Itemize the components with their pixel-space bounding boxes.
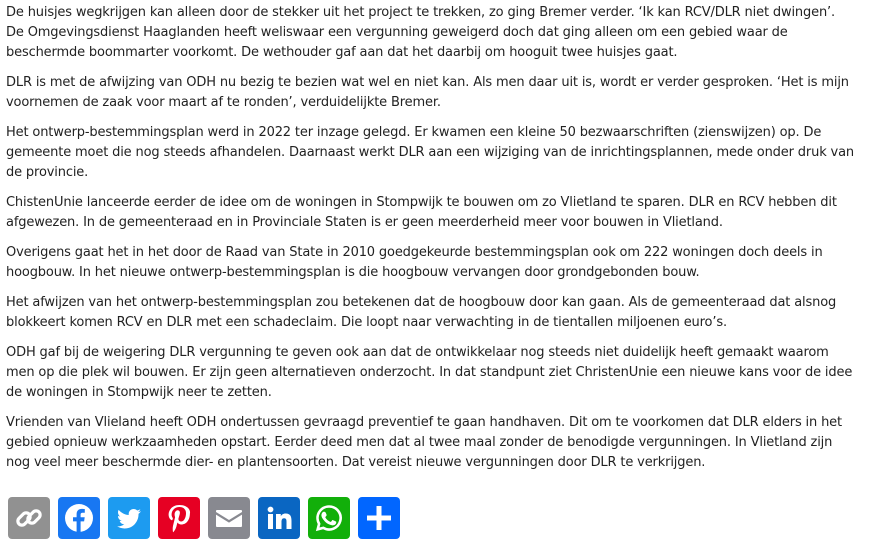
article-paragraph: ODH gaf bij de weigering DLR vergunning te geven ook aan dat de ontwikkelaar nog steeds niet duidelijk heeft gemaakt waarom men op die plek wil bouwen. Er zijn geen alternatieven onderzocht. In dat standpunt ziet ChristenUnie een nieuwe kans voor de idee de woningen in Stompwijk neer te zetten. (6, 345, 853, 400)
article-paragraph: De huisjes wegkrijgen kan alleen door de stekker uit het project te trekken, zo ging Bremer verder. ‘Ik kan RCV/DLR niet dwingen’. De Omgevingsdienst Haaglanden heeft weliswaar een vergunning geweigerd doch dat ging alleen om een gebied waar de beschermde boommarter voorkomt. De wethouder gaf aan dat het daarbij om hooguit twee huisjes gaat. (6, 5, 836, 60)
linkedin-share-button[interactable] (258, 497, 300, 539)
share-more-button[interactable] (358, 497, 400, 539)
link-icon (13, 502, 45, 534)
article-paragraph: DLR is met de afwijzing van ODH nu bezig te bezien wat wel en niet kan. Als men daar uit is, wordt er verder gesproken. ‘Het is mijn voornemen de zaak voor maart af te ronden’, verduidelijkte Bremer. (6, 75, 849, 110)
twitter-share-button[interactable] (108, 497, 150, 539)
article-paragraph: Overigens gaat het in het door de Raad van State in 2010 goedgekeurde bestemmingsplan ook om 222 woningen doch deels in hoogbouw. In het nieuwe ontwerp-bestemmingsplan is die hoogbouw vervangen door grondgebonden bouw. (6, 245, 823, 280)
copy-link-button[interactable] (8, 497, 50, 539)
article-paragraph: Het afwijzen van het ontwerp-bestemmingsplan zou betekenen dat de hoogbouw door kan gaan. Als de gemeenteraad dat alsnog blokkeert komen RCV en DLR met een schadeclaim. Die loopt naar verwachting in de tientallen miljoenen euro’s. (6, 295, 837, 330)
linkedin-icon (263, 502, 295, 534)
article-paragraph: ChistenUnie lanceerde eerder de idee om de woningen in Stompwijk te bouwen om zo Vlietland te sparen. DLR en RCV hebben dit afgewezen. In de gemeenteraad en in Provinciale Staten is er geen meerderheid meer voor bouwen in Vlietland. (6, 195, 837, 230)
article-body (6, 0, 856, 483)
twitter-icon (113, 502, 145, 534)
whatsapp-share-button[interactable] (308, 497, 350, 539)
pinterest-share-button[interactable] (158, 497, 200, 539)
share-icon (363, 502, 395, 534)
share-bar (8, 497, 400, 539)
pinterest-icon (163, 502, 195, 534)
facebook-share-button[interactable] (58, 497, 100, 539)
facebook-icon (63, 502, 95, 534)
whatsapp-icon (313, 502, 345, 534)
article-paragraph: Vrienden van Vlieland heeft ODH ondertussen gevraagd preventief te gaan handhaven. Dit om te voorkomen dat DLR elders in het gebied opnieuw werkzaamheden opstart. Eerder deed men dat al twee maal zonder de benodigde vergunningen. In Vlietland zijn nog veel meer beschermde dier- en plantensoorten. Dat vereist nieuwe vergunningen door DLR te verkrijgen. (6, 415, 842, 470)
article-paragraph: Het ontwerp-bestemmingsplan werd in 2022 ter inzage gelegd. Er kwamen een kleine 50 bezwaarschriften (zienswijzen) op. De gemeente moet die nog steeds afhandelen. Daarnaast werkt DLR aan een wijziging van de inrichtingsplannen, mede onder druk van de provincie. (6, 125, 855, 180)
email-share-button[interactable] (208, 497, 250, 539)
email-icon (213, 502, 245, 534)
